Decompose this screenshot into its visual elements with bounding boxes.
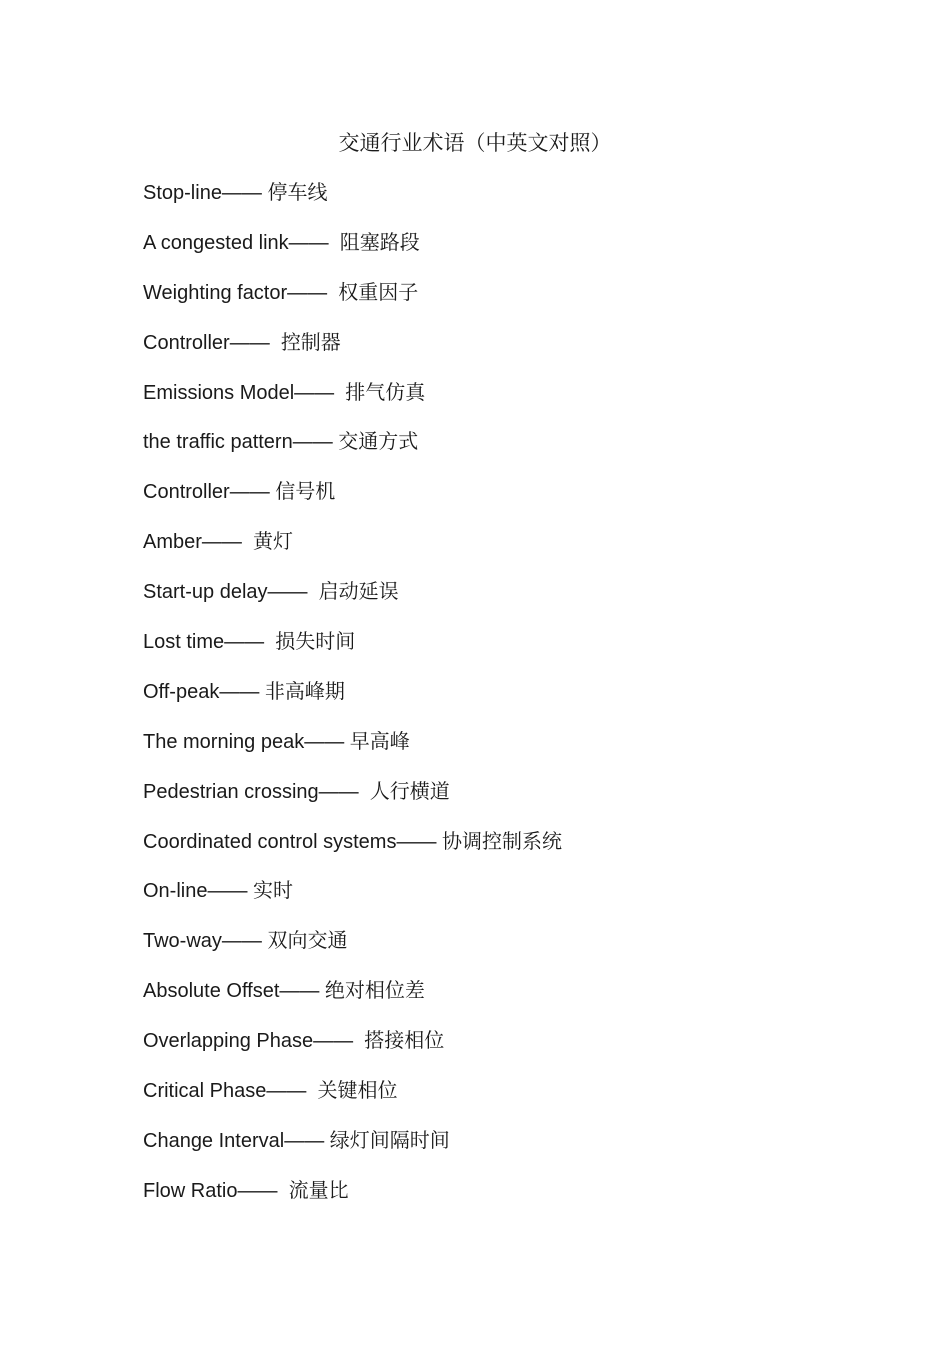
term-text: Change Interval—— 绿灯间隔时间	[143, 1129, 450, 1152]
term-text: Amber—— 黄灯	[143, 531, 294, 554]
term-item	[143, 278, 903, 328]
term-text: Controller—— 信号机	[143, 481, 336, 504]
term-text: Flow Ratio—— 流量比	[143, 1179, 349, 1202]
term-text: Stop-line—— 停车线	[143, 182, 328, 204]
term-text: Emissions Model—— 排气仿真	[143, 381, 426, 404]
term-item	[143, 228, 903, 278]
term-item	[143, 328, 903, 378]
term-text: Pedestrian crossing—— 人行横道	[143, 780, 450, 803]
term-text: the traffic pattern—— 交通方式	[143, 431, 419, 454]
term-item	[143, 827, 903, 877]
term-text: Lost time—— 损失时间	[143, 631, 356, 654]
term-text: On-line—— 实时	[143, 880, 294, 903]
term-item	[143, 1176, 903, 1226]
term-text: Off-peak—— 非高峰期	[143, 680, 345, 703]
term-list	[143, 178, 903, 1226]
term-text: Overlapping Phase—— 搭接相位	[143, 1030, 445, 1053]
term-item	[143, 427, 903, 477]
term-text: Two-way—— 双向交通	[143, 930, 348, 953]
term-item	[143, 677, 903, 727]
term-text: Controller—— 控制器	[143, 331, 341, 354]
term-item	[143, 577, 903, 627]
term-item	[143, 727, 903, 777]
term-item	[143, 777, 903, 827]
term-item	[143, 926, 903, 976]
term-item	[143, 976, 903, 1026]
term-item	[143, 876, 903, 926]
term-text: Absolute Offset—— 绝对相位差	[143, 980, 425, 1003]
term-item	[143, 378, 903, 428]
term-text: The morning peak—— 早高峰	[143, 730, 410, 753]
term-item	[143, 1026, 903, 1076]
term-item	[143, 178, 903, 228]
term-item	[143, 527, 903, 577]
term-text: Weighting factor—— 权重因子	[143, 281, 419, 304]
term-item	[143, 477, 903, 527]
term-item	[143, 627, 903, 677]
term-text: Critical Phase—— 关键相位	[143, 1080, 398, 1103]
term-text: Coordinated control systems—— 协调控制系统	[143, 830, 563, 853]
document-title: 交通行业术语（中英文对照）	[338, 131, 612, 155]
term-text: A congested link—— 阻塞路段	[143, 231, 420, 254]
term-item	[143, 1076, 903, 1126]
term-item	[143, 1126, 903, 1176]
term-text: Start-up delay—— 启动延误	[143, 581, 399, 604]
